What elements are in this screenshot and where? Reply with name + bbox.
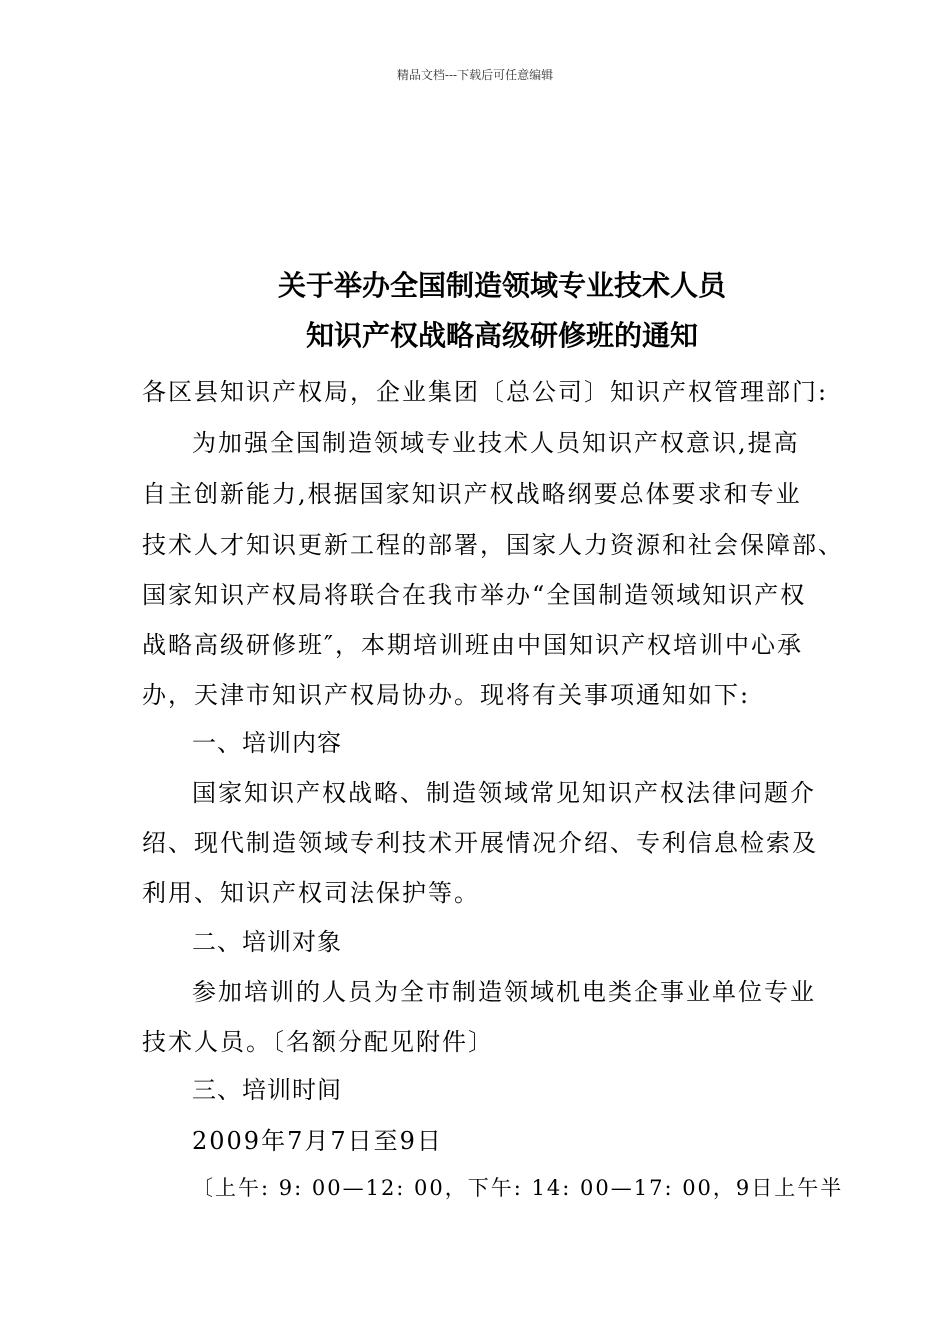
document-title-line-2: 知识产权战略高级研修班的通知: [305, 319, 698, 352]
document-title-line-1: 关于举办全国制造领域专业技术人员: [277, 269, 726, 302]
training-date: 2009年7月7日至9日: [192, 1127, 443, 1155]
section-heading-training-target: 二、培训对象: [192, 928, 342, 956]
section-heading-training-time: 三、培训时间: [192, 1076, 342, 1104]
section-line: 国家知识产权战略、制造领域常见知识产权法律问题介: [192, 779, 816, 807]
intro-line: 战略高级研修班″，本期培训班由中国知识产权培训中心承: [142, 631, 803, 659]
section-heading-training-content: 一、培训内容: [192, 729, 342, 757]
section-line: 利用、知识产权司法保护等。: [142, 879, 480, 907]
section-line: 参加培训的人员为全市制造领域机电类企事业单位专业: [192, 978, 816, 1006]
intro-line: 技术人才知识更新工程的部署，国家人力资源和社会保障部、: [142, 531, 844, 559]
training-schedule: 〔上午: 9: 00—12: 00，下午: 14: 00—17: 00，9日上午半: [192, 1176, 844, 1200]
intro-line: 国家知识产权局将联合在我市举办“全国制造领域知识产权: [142, 581, 807, 609]
addressee: 各区县知识产权局，企业集团〔总公司〕知识产权管理部门:: [142, 378, 829, 406]
intro-line: 自主创新能力,根据国家知识产权战略纲要总体要求和专业: [142, 480, 802, 508]
intro-line: 为加强全国制造领域专业技术人员知识产权意识,提高: [192, 429, 800, 457]
header-note: 精品文档---下载后可任意编辑: [396, 68, 554, 82]
intro-line: 办，天津市知识产权局协办。现将有关事项通知如下:: [142, 681, 751, 709]
section-line: 绍、现代制造领域专利技术开展情况介绍、专利信息检索及: [142, 829, 818, 857]
section-line: 技术人员。〔名额分配见附件〕: [142, 1028, 494, 1056]
